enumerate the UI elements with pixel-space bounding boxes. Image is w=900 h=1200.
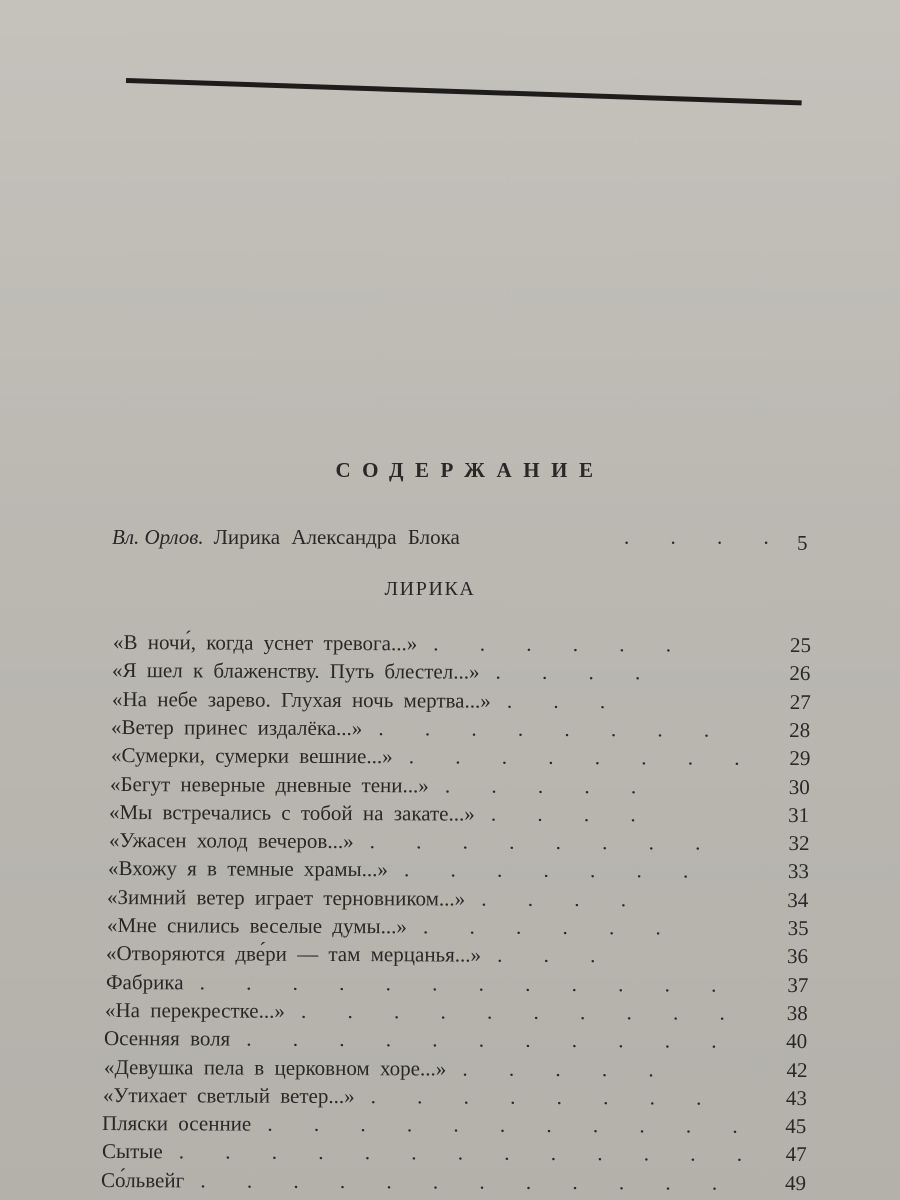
toc-entry bbox=[112, 685, 832, 716]
toc-leader-dots: . . . . . bbox=[444, 772, 655, 798]
toc-entry bbox=[112, 656, 832, 687]
toc-entry bbox=[105, 968, 825, 999]
toc-leader-dots: . . . . . . . . bbox=[408, 744, 758, 771]
toc-page-number: 49 bbox=[785, 1170, 807, 1195]
toc-entry-title: «Мы встречались с тобой на закате...» bbox=[109, 799, 476, 826]
toc-leader-dots: . . . . . . bbox=[433, 631, 690, 657]
toc-leader-dots: . . . . . bbox=[461, 1056, 672, 1081]
toc-entry bbox=[111, 713, 831, 744]
toc-page-number: 30 bbox=[788, 774, 810, 799]
toc-entry-title: Пляски осенние bbox=[102, 1111, 252, 1136]
toc-entry bbox=[108, 854, 828, 885]
toc-page-number: 38 bbox=[786, 1000, 808, 1025]
toc-leader-dots: . . . . . . . . . . . bbox=[246, 1026, 735, 1053]
toc-entry bbox=[106, 939, 826, 970]
contents-heading: СОДЕРЖАНИЕ bbox=[335, 458, 605, 482]
toc-entry-title: «Девушка пела в церковном хоре...» bbox=[103, 1054, 447, 1080]
toc-leader-dots: . . . . . . . . . . . . bbox=[200, 1168, 736, 1195]
toc-leader-dots: . . . . . . bbox=[422, 914, 679, 940]
toc-leader-dots: . . . . . . . . . . bbox=[300, 998, 743, 1025]
toc-entry-title: Осенняя воля bbox=[104, 1026, 231, 1051]
intro-page-number: 5 bbox=[797, 531, 808, 555]
toc-entry bbox=[109, 798, 829, 829]
toc-leader-dots: . . . . . . . . . . . . . bbox=[178, 1139, 760, 1167]
toc-entry-title: «В ночи́, когда уснет тревога...» bbox=[112, 630, 418, 656]
toc-entry bbox=[107, 911, 827, 942]
toc-leader-dots: . . . . bbox=[495, 659, 659, 685]
toc-entry-title: «Я шел к блаженству. Путь блестел...» bbox=[112, 658, 480, 684]
toc-entry-title: «На перекрестке...» bbox=[104, 997, 285, 1023]
toc-page-number: 36 bbox=[787, 944, 809, 969]
toc-entry-title: «Ветер принес издалёка...» bbox=[111, 714, 363, 740]
toc-leader-dots: . . . . . . . . . . . . bbox=[199, 970, 734, 997]
toc-page-number: 29 bbox=[788, 746, 811, 771]
toc-entry-title: «Бегут неверные дневные тени...» bbox=[109, 771, 429, 797]
toc-leader-dots: . . . . bbox=[481, 886, 645, 912]
toc-entry bbox=[107, 883, 827, 914]
toc-leader-dots: . . . bbox=[506, 688, 623, 713]
toc-page-number: 47 bbox=[785, 1142, 807, 1167]
toc-page-number: 28 bbox=[789, 717, 811, 742]
toc-entry bbox=[101, 1166, 821, 1197]
toc-page-number: 25 bbox=[789, 632, 812, 658]
toc-entry bbox=[104, 1053, 824, 1084]
toc-entry bbox=[113, 628, 833, 659]
toc-entry-title: Фабрика bbox=[105, 969, 184, 994]
toc-entry-title: «Вхожу я в темные храмы...» bbox=[107, 856, 389, 882]
toc-page-number: 32 bbox=[788, 831, 810, 856]
toc-page-number: 35 bbox=[787, 915, 809, 941]
toc-leader-dots: . . . . . . . . bbox=[370, 1083, 720, 1110]
toc-entry bbox=[110, 741, 830, 772]
toc-entry bbox=[109, 826, 829, 857]
toc-page-number: 33 bbox=[787, 859, 810, 884]
toc-entry bbox=[103, 1081, 823, 1112]
toc-leader-dots: . . . . . . . . bbox=[369, 829, 719, 855]
toc-page-number: 42 bbox=[786, 1057, 808, 1082]
toc-entry-title: «Мне снились веселые думы...» bbox=[106, 913, 407, 939]
toc-entry bbox=[102, 1137, 822, 1168]
toc-entry-title: «Зимний ветер играет терновником...» bbox=[107, 884, 466, 911]
toc-entry bbox=[110, 770, 830, 801]
intro-title: Лирика Александра Блока bbox=[213, 525, 460, 549]
toc-page-number: 26 bbox=[789, 661, 811, 686]
toc-entry-title: «Ужасен холод вечеров...» bbox=[108, 828, 354, 854]
toc-entry-title: «Отворяются две́ри — там мерцанья...» bbox=[106, 941, 482, 967]
toc-leader-dots: . . . . . . . . bbox=[378, 716, 728, 742]
toc-entry bbox=[105, 996, 825, 1027]
toc-entry-title: «На небе зарево. Глухая ночь мертва...» bbox=[111, 686, 491, 713]
toc-entry-title: «Сумерки, сумерки вешние...» bbox=[110, 743, 393, 769]
toc-page-number: 31 bbox=[788, 802, 810, 827]
toc-page-number: 43 bbox=[785, 1085, 808, 1110]
toc-leader-dots: . . . . . . . bbox=[403, 857, 707, 884]
toc-leader-dots: . . . . bbox=[491, 801, 654, 827]
toc-page-number: 45 bbox=[785, 1114, 807, 1139]
toc-entry bbox=[102, 1109, 822, 1140]
toc-entry-title: Со́львейг bbox=[101, 1167, 185, 1193]
intro-author: Вл. Орлов. bbox=[112, 525, 204, 549]
toc-page-number: 37 bbox=[786, 972, 809, 997]
toc-entry-title: Сытые bbox=[101, 1139, 163, 1164]
toc-leader-dots: . . . bbox=[497, 943, 614, 968]
toc-page-number: 34 bbox=[787, 887, 809, 912]
toc-entry bbox=[104, 1024, 824, 1055]
toc-page-number: 40 bbox=[786, 1029, 808, 1054]
toc-entry-title: «Утихает светлый ветер...» bbox=[103, 1082, 355, 1108]
intro-leader-dots: . . . . bbox=[624, 525, 787, 549]
toc-page-number: 27 bbox=[789, 689, 811, 714]
section-heading: ЛИРИКА bbox=[384, 578, 476, 600]
toc-leader-dots: . . . . . . . . . . . bbox=[267, 1111, 757, 1138]
